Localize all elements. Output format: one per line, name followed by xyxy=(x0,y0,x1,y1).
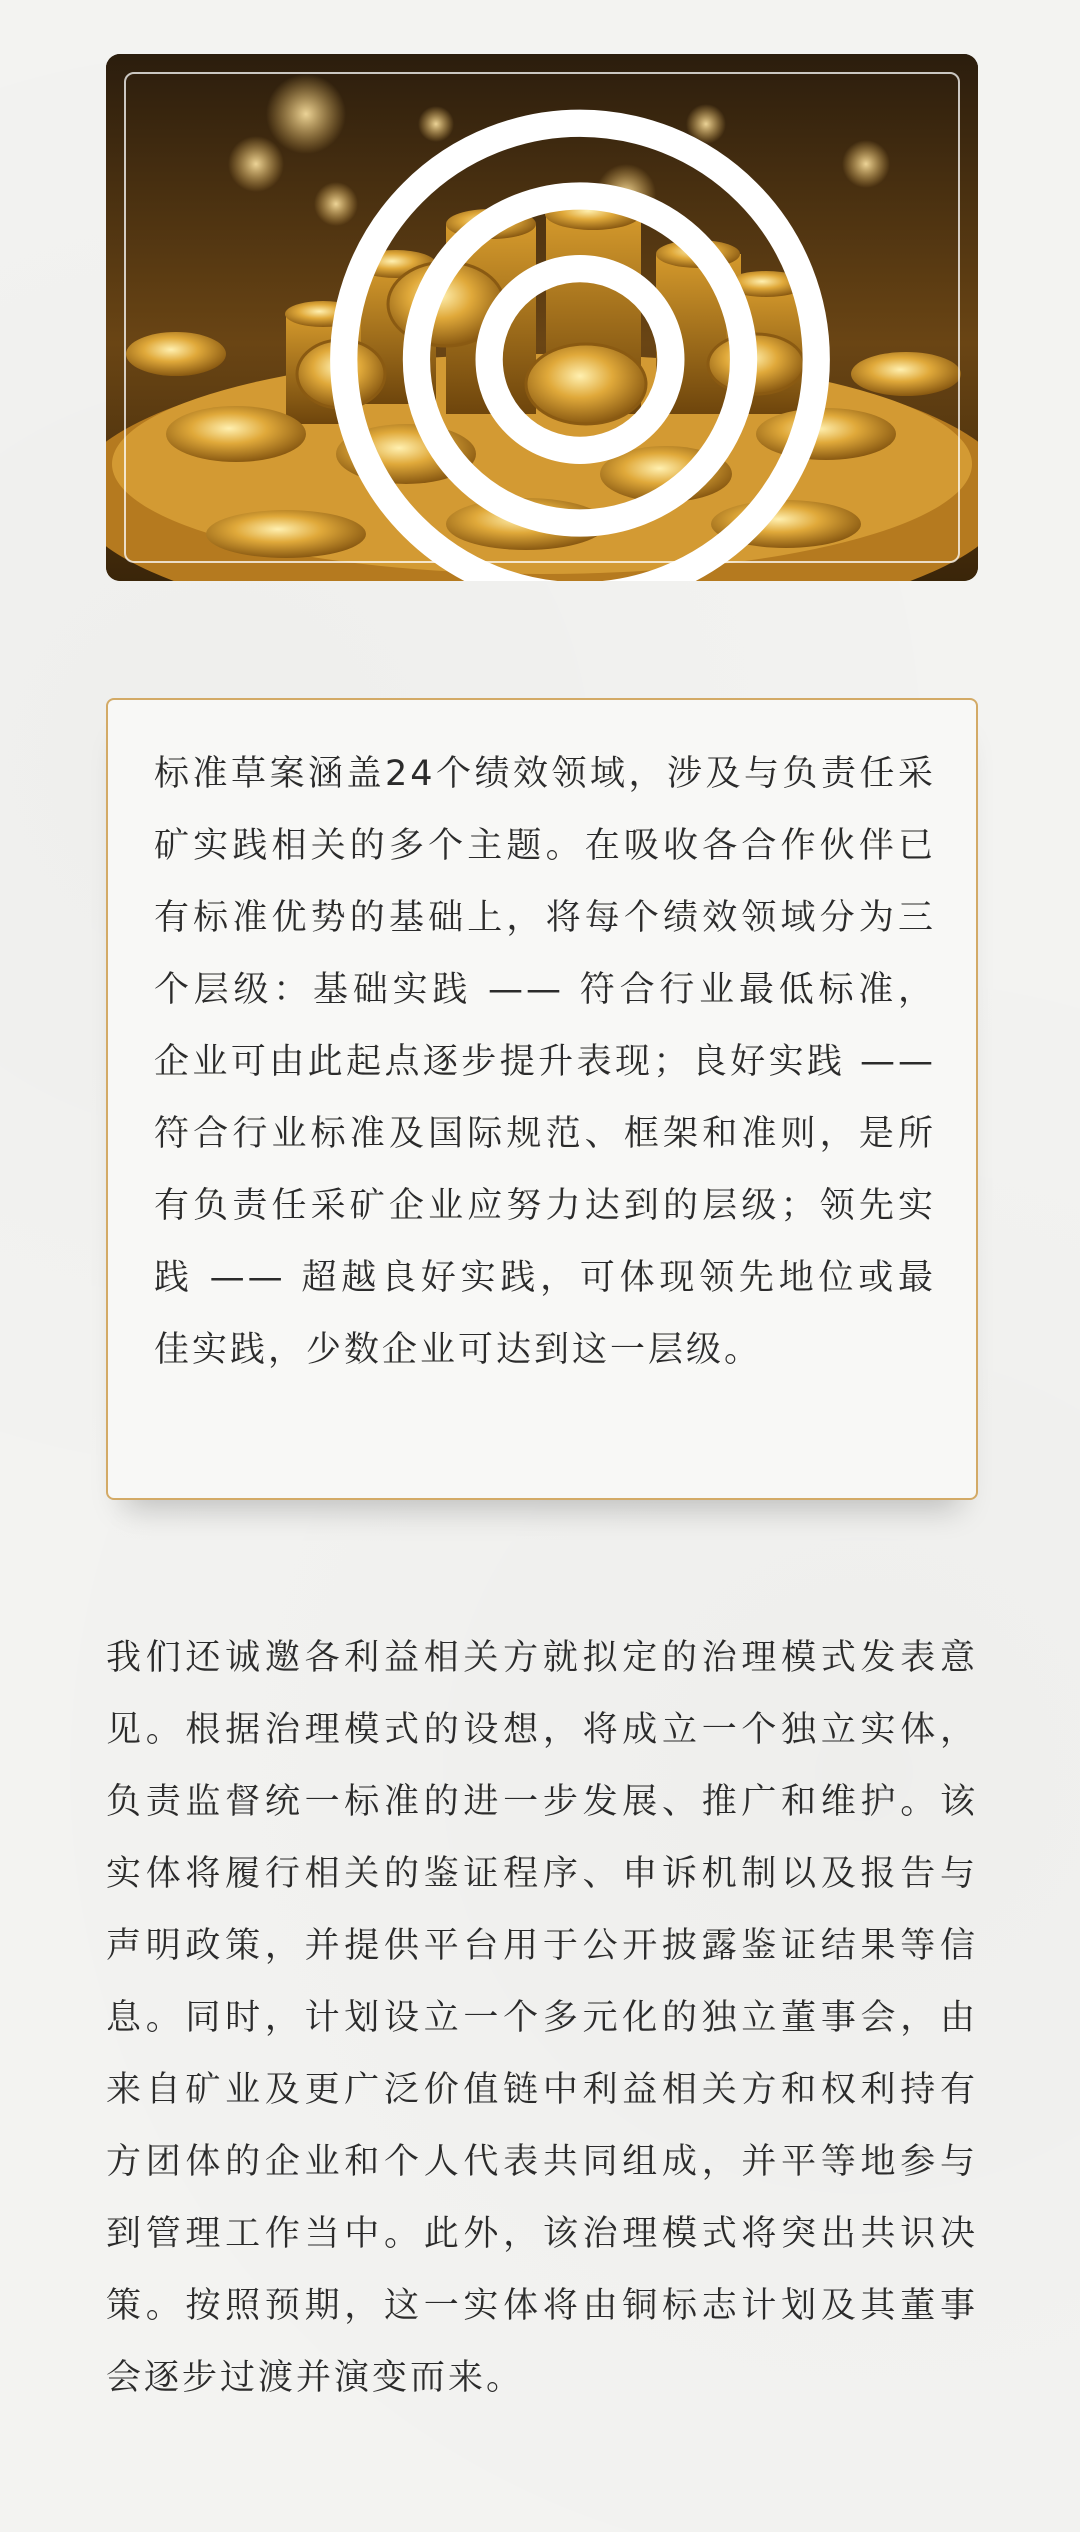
concentric-circle-logo-icon xyxy=(144,96,978,581)
highlight-card xyxy=(106,698,978,1500)
card-text: 标准草案涵盖24个绩效领域，涉及与负责任采矿实践相关的多个主题。在吸收各合作伙伴已有标准优势的基础上，将每个绩效领域分为三个层级：基础实践 —— 符合行业最低标准，企业可由此起点逐步提升表现；良好实践 —— 符合行业标准及国际规范、框架和准则，是所有负责任采矿企业应努力达到的层级；领先实践 —— 超越良好实践，可体现领先地位或最佳实践，少数企业可达到这一层级。 xyxy=(154,754,936,1370)
body-paragraph: 我们还诚邀各利益相关方就拟定的治理模式发表意见。根据治理模式的设想，将成立一个独立实体，负责监督统一标准的进一步发展、推广和维护。该实体将履行相关的鉴证程序、申诉机制以及报告与声明政策，并提供平台用于公开披露鉴证结果等信息。同时，计划设立一个多元化的独立董事会，由来自矿业及更广泛价值链中利益相关方和权利持有方团体的企业和个人代表共同组成，并平等地参与到管理工作当中。此外，该治理模式将突出共识决策。按照预期，这一实体将由铜标志计划及其董事会逐步过渡并演变而来。 xyxy=(106,1638,978,2398)
gold-coins-image xyxy=(106,54,978,581)
